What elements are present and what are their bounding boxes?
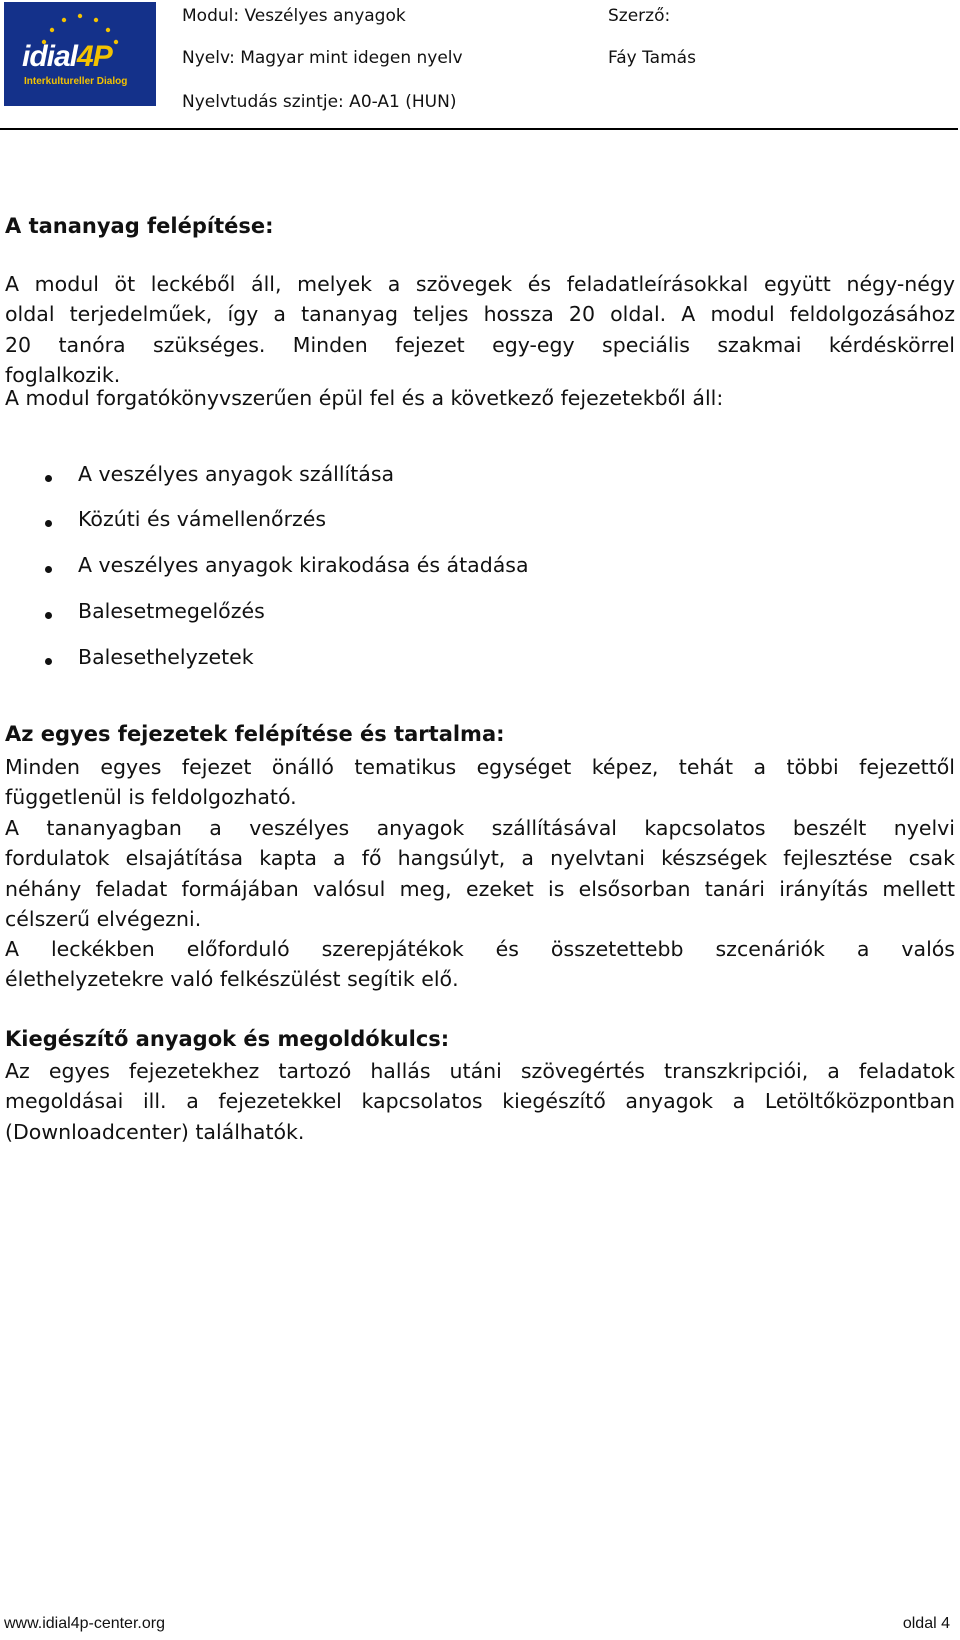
- header-divider: [0, 128, 958, 130]
- paragraph-line: A tananyagban a veszélyes anyagok szállításával kapcsolatos beszélt nyelvi: [5, 816, 955, 840]
- paragraph-line: oldal terjedelműek, így a tananyag teljes hossza 20 oldal. A modul feldolgozásához: [5, 302, 955, 327]
- paragraph-line: célszerű elvégezni.: [5, 906, 202, 931]
- bullet-icon: [45, 566, 52, 573]
- bullet-icon: [45, 520, 52, 527]
- paragraph-line: A modul öt leckéből áll, melyek a szövegek és feladatleírásokkal együtt négy-négy: [5, 272, 955, 296]
- chapters-paragraph-2: [5, 813, 955, 934]
- paragraph-line: fordulatok elsajátítása kapta a fő hangsúlyt, a nyelvtani készségek fejlesztése csak: [5, 846, 955, 871]
- idial4p-logo: [4, 2, 156, 106]
- chapters-intro: A modul forgatókönyvszerűen épül fel és a következő fejezetekből áll:: [5, 386, 724, 410]
- paragraph-line: foglalkozik.: [5, 362, 121, 387]
- structure-paragraph: [5, 269, 955, 390]
- language-line: Nyelv: Magyar mint idegen nyelv: [182, 48, 463, 68]
- footer-page-number: oldal 4: [902, 1615, 950, 1632]
- list-item-text: A veszélyes anyagok szállítása: [78, 462, 395, 486]
- list-item: [0, 553, 700, 583]
- list-item-text: Balesetmegelőzés: [78, 599, 265, 623]
- paragraph-line: (Downloadcenter) találhatók.: [5, 1119, 305, 1144]
- logo-wordmark: idial4P: [22, 40, 112, 73]
- list-item-text: Balesethelyzetek: [78, 645, 254, 669]
- supplements-paragraph: [5, 1056, 955, 1147]
- paragraph-line: A leckékben előforduló szerepjátékok és összetettebb szcenáriók a valós: [5, 937, 955, 961]
- author-name: Fáy Tamás: [608, 48, 696, 68]
- paragraph-line: élethelyzetekre való felkészülést segítik elő.: [5, 967, 459, 992]
- section-heading-structure: A tananyag felépítése:: [5, 214, 274, 238]
- list-item: [0, 507, 700, 537]
- chapters-paragraph-3: [5, 934, 955, 995]
- list-item-text: A veszélyes anyagok kirakodása és átadása: [78, 553, 529, 577]
- footer-website-link[interactable]: www.idial4p-center.org: [4, 1615, 165, 1632]
- list-item: [0, 599, 700, 629]
- page-header: [0, 0, 960, 130]
- logo-subtitle: Interkultureller Dialog: [24, 76, 128, 87]
- module-title: Modul: Veszélyes anyagok: [182, 6, 406, 26]
- list-item: [0, 462, 700, 492]
- bullet-icon: [45, 658, 52, 665]
- bullet-icon: [45, 612, 52, 619]
- list-item: [0, 645, 700, 675]
- paragraph-line: néhány feladat formájában valósul meg, ezeket is elsősorban tanári irányítás mellett: [5, 876, 955, 901]
- section-heading-chapters: Az egyes fejezetek felépítése és tartalma:: [5, 722, 505, 746]
- list-item-text: Közúti és vámellenőrzés: [78, 507, 327, 531]
- section-heading-supplements: Kiegészítő anyagok és megoldókulcs:: [5, 1027, 450, 1051]
- paragraph-line: megoldásai ill. a fejezetekkel kapcsolatos kiegészítő anyagok a Letöltőközpontban: [5, 1089, 955, 1114]
- paragraph-line: Minden egyes fejezet önálló tematikus egységet képez, tehát a többi fejezettől: [5, 755, 955, 779]
- author-label: Szerző:: [608, 6, 671, 26]
- bullet-icon: [45, 475, 52, 482]
- paragraph-line: 20 tanóra szükséges. Minden fejezet egy-egy speciális szakmai kérdéskörrel: [5, 332, 955, 357]
- paragraph-line: Az egyes fejezetekhez tartozó hallás utáni szövegértés transzkripciói, a feladatok: [5, 1059, 955, 1083]
- paragraph-line: függetlenül is feldolgozható.: [5, 785, 297, 810]
- chapters-paragraph-1: [5, 752, 955, 813]
- level-line: Nyelvtudás szintje: A0-A1 (HUN): [182, 92, 457, 112]
